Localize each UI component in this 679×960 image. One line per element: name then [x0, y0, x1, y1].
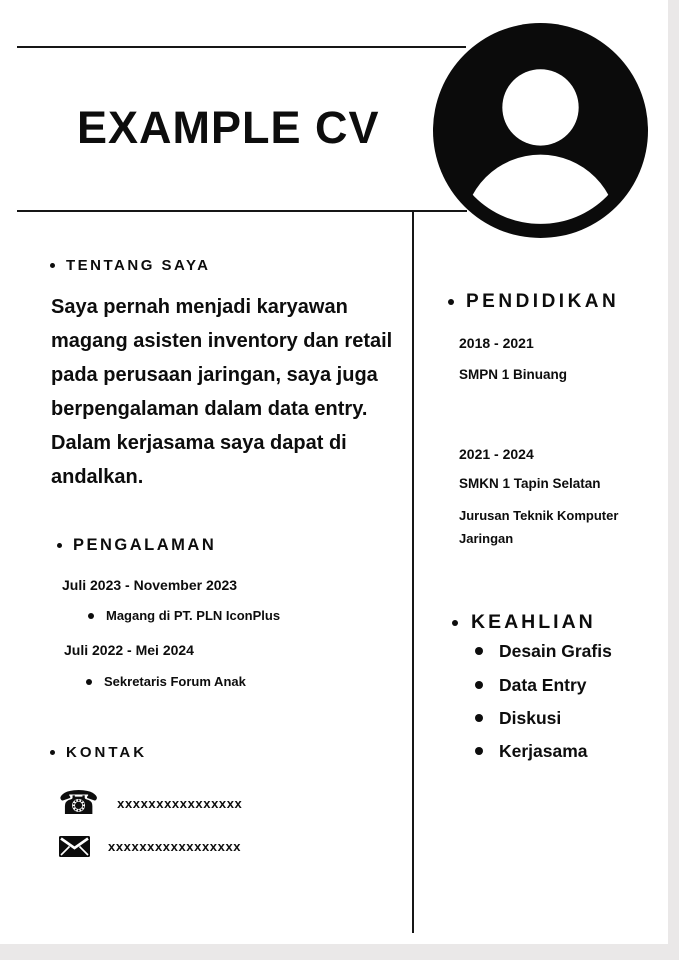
- email-value: xxxxxxxxxxxxxxxxx: [108, 839, 242, 854]
- bullet-icon: [475, 747, 483, 755]
- experience-item: [86, 674, 246, 689]
- skill-label: Diskusi: [499, 707, 562, 728]
- bullet-icon: [475, 714, 483, 722]
- skill-item: [475, 741, 588, 761]
- section-heading-pendidikan: [448, 291, 619, 313]
- section-label: TENTANG SAYA: [66, 257, 211, 274]
- skill-label: Data Entry: [499, 674, 587, 695]
- bullet-icon: [475, 647, 483, 655]
- contact-email-row: [59, 836, 241, 857]
- section-heading-tentang-saya: [50, 257, 210, 274]
- header-rule: [17, 210, 467, 212]
- experience-item: [88, 608, 280, 623]
- skill-label: Desain Grafis: [499, 640, 612, 661]
- experience-period: Juli 2022 - Mei 2024: [64, 642, 194, 658]
- section-label: PENDIDIKAN: [466, 291, 620, 312]
- avatar: [433, 23, 648, 238]
- bullet-icon: [452, 620, 458, 626]
- bullet-icon: [475, 681, 483, 689]
- bullet-icon: [57, 543, 62, 548]
- contact-phone-row: [58, 783, 243, 822]
- bullet-icon: [86, 679, 92, 685]
- experience-item-label: Sekretaris Forum Anak: [104, 674, 246, 689]
- section-label: KEAHLIAN: [471, 611, 596, 633]
- skill-item: [475, 708, 561, 728]
- education-period: 2018 - 2021: [459, 335, 534, 351]
- bullet-icon: [88, 613, 94, 619]
- skill-label: Kerjasama: [499, 740, 588, 761]
- section-heading-pengalaman: [57, 536, 216, 555]
- skill-item: [475, 641, 612, 661]
- experience-period: Juli 2023 - November 2023: [62, 577, 238, 593]
- section-heading-keahlian: [452, 611, 596, 634]
- education-school: SMPN 1 Binuang: [459, 367, 568, 382]
- about-text: Saya pernah menjadi karyawan magang asisten inventory dan retail pada perusaan jaringan, saya juga berpengalaman dalam data entry. Dalam kerjasama saya dapat di andalkan.: [51, 296, 393, 488]
- education-major: Jurusan Teknik Komputer Jaringan: [459, 508, 619, 546]
- bullet-icon: [50, 750, 55, 755]
- section-heading-kontak: [50, 744, 147, 761]
- experience-item-label: Magang di PT. PLN IconPlus: [106, 608, 281, 623]
- phone-value: xxxxxxxxxxxxxxxx: [117, 795, 243, 811]
- top-rule: [17, 46, 466, 48]
- bullet-icon: [50, 263, 55, 268]
- education-school: SMKN 1 Tapin Selatan: [459, 476, 601, 491]
- skill-item: [475, 675, 587, 695]
- education-period: 2021 - 2024: [459, 446, 534, 462]
- bullet-icon: [448, 299, 454, 305]
- person-icon: [433, 23, 648, 238]
- envelope-icon: [59, 836, 90, 857]
- page-title: EXAMPLE CV: [77, 102, 380, 153]
- section-label: PENGALAMAN: [73, 536, 217, 554]
- section-label: KONTAK: [66, 744, 148, 761]
- telephone-icon: ☎: [58, 783, 100, 822]
